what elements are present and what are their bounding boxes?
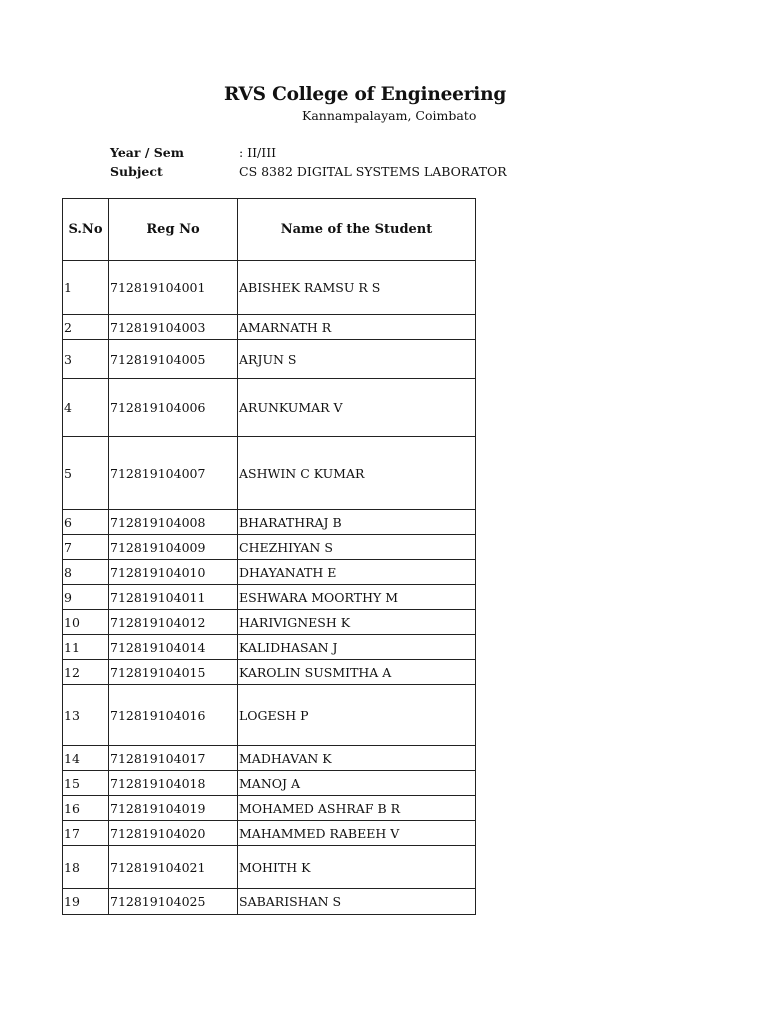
- cell-sno: 17: [63, 821, 109, 846]
- college-address: Kannampalayam, Coimbato: [302, 108, 477, 123]
- cell-sno: 3: [63, 340, 109, 379]
- cell-student-name: AMARNATH R: [238, 315, 476, 340]
- cell-sno: 2: [63, 315, 109, 340]
- cell-reg-no: 712819104011: [109, 585, 238, 610]
- cell-sno: 9: [63, 585, 109, 610]
- subject-label: Subject: [110, 164, 163, 179]
- cell-reg-no: 712819104015: [109, 660, 238, 685]
- cell-reg-no: 712819104010: [109, 560, 238, 585]
- table-row: [63, 437, 476, 510]
- cell-student-name: HARIVIGNESH K: [238, 610, 476, 635]
- cell-student-name: CHEZHIYAN S: [238, 535, 476, 560]
- table-row: [63, 660, 476, 685]
- column-header-sno: S.No: [63, 199, 109, 261]
- table-row: [63, 560, 476, 585]
- cell-sno: 19: [63, 889, 109, 915]
- cell-student-name: ARUNKUMAR V: [238, 379, 476, 437]
- cell-reg-no: 712819104005: [109, 340, 238, 379]
- cell-reg-no: 712819104009: [109, 535, 238, 560]
- cell-reg-no: 712819104006: [109, 379, 238, 437]
- table-row: [63, 821, 476, 846]
- student-table: [62, 198, 476, 915]
- cell-reg-no: 712819104025: [109, 889, 238, 915]
- cell-sno: 18: [63, 846, 109, 889]
- college-name: RVS College of Engineering: [224, 84, 507, 105]
- table-row: [63, 379, 476, 437]
- cell-student-name: MADHAVAN K: [238, 746, 476, 771]
- table-row: [63, 889, 476, 915]
- table-header-row: [63, 199, 476, 261]
- cell-reg-no: 712819104008: [109, 510, 238, 535]
- cell-student-name: ABISHEK RAMSU R S: [238, 261, 476, 315]
- cell-student-name: KAROLIN SUSMITHA A: [238, 660, 476, 685]
- column-header-reg-no: Reg No: [109, 199, 238, 261]
- year-sem-value: : II/III: [239, 145, 277, 160]
- cell-student-name: LOGESH P: [238, 685, 476, 746]
- table-row: [63, 635, 476, 660]
- cell-reg-no: 712819104001: [109, 261, 238, 315]
- cell-sno: 15: [63, 771, 109, 796]
- column-header-student-name: Name of the Student: [238, 199, 476, 261]
- cell-reg-no: 712819104007: [109, 437, 238, 510]
- cell-sno: 7: [63, 535, 109, 560]
- cell-reg-no: 712819104019: [109, 796, 238, 821]
- subject-value: CS 8382 DIGITAL SYSTEMS LABORATOR: [239, 164, 507, 179]
- table-row: [63, 315, 476, 340]
- table-row: [63, 846, 476, 889]
- table-row: [63, 585, 476, 610]
- cell-student-name: MANOJ A: [238, 771, 476, 796]
- table-row: [63, 340, 476, 379]
- cell-student-name: KALIDHASAN J: [238, 635, 476, 660]
- table-row: [63, 535, 476, 560]
- cell-reg-no: 712819104021: [109, 846, 238, 889]
- table-row: [63, 610, 476, 635]
- cell-student-name: BHARATHRAJ B: [238, 510, 476, 535]
- table-row: [63, 746, 476, 771]
- cell-student-name: MOHAMED ASHRAF B R: [238, 796, 476, 821]
- cell-sno: 6: [63, 510, 109, 535]
- cell-sno: 13: [63, 685, 109, 746]
- year-sem-label: Year / Sem: [110, 145, 184, 160]
- cell-student-name: ARJUN S: [238, 340, 476, 379]
- cell-student-name: SABARISHAN S: [238, 889, 476, 915]
- cell-reg-no: 712819104020: [109, 821, 238, 846]
- cell-reg-no: 712819104016: [109, 685, 238, 746]
- cell-student-name: DHAYANATH E: [238, 560, 476, 585]
- table-row: [63, 685, 476, 746]
- cell-sno: 14: [63, 746, 109, 771]
- cell-sno: 4: [63, 379, 109, 437]
- table-row: [63, 510, 476, 535]
- cell-student-name: ASHWIN C KUMAR: [238, 437, 476, 510]
- cell-reg-no: 712819104014: [109, 635, 238, 660]
- cell-sno: 5: [63, 437, 109, 510]
- cell-sno: 16: [63, 796, 109, 821]
- table-row: [63, 796, 476, 821]
- cell-sno: 11: [63, 635, 109, 660]
- cell-sno: 10: [63, 610, 109, 635]
- cell-reg-no: 712819104017: [109, 746, 238, 771]
- table-row: [63, 771, 476, 796]
- cell-student-name: MOHITH K: [238, 846, 476, 889]
- cell-sno: 8: [63, 560, 109, 585]
- cell-sno: 1: [63, 261, 109, 315]
- cell-sno: 12: [63, 660, 109, 685]
- cell-reg-no: 712819104018: [109, 771, 238, 796]
- cell-reg-no: 712819104003: [109, 315, 238, 340]
- table-row: [63, 261, 476, 315]
- cell-reg-no: 712819104012: [109, 610, 238, 635]
- cell-student-name: MAHAMMED RABEEH V: [238, 821, 476, 846]
- cell-student-name: ESHWARA MOORTHY M: [238, 585, 476, 610]
